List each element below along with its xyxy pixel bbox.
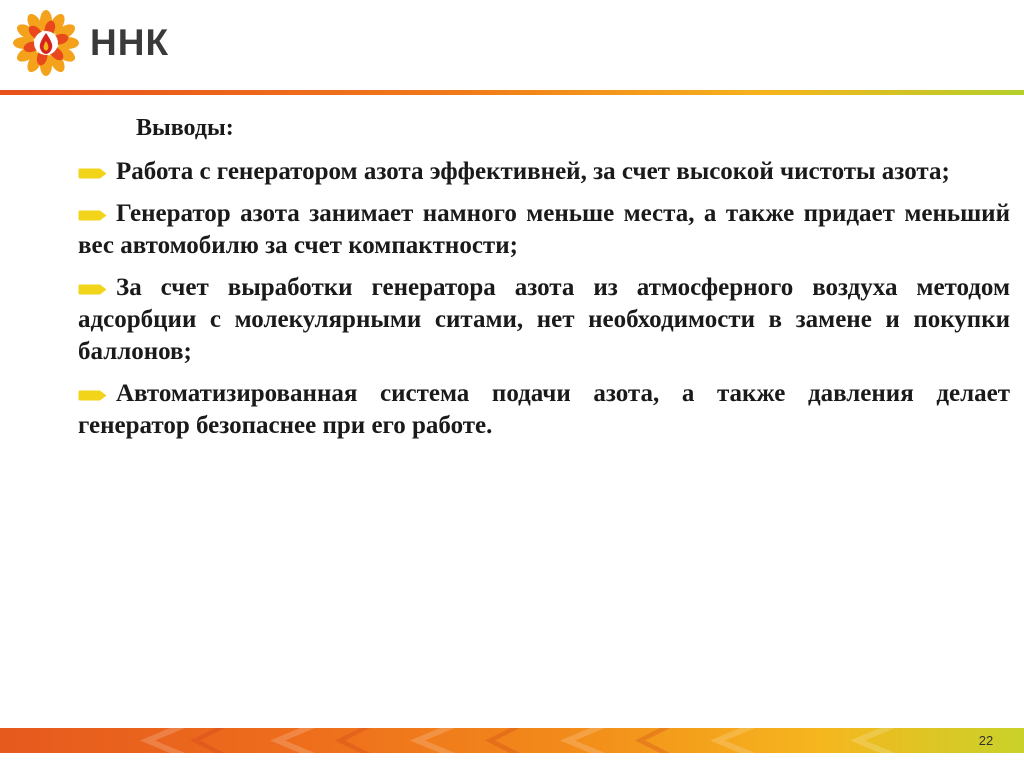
list-item <box>78 198 1010 262</box>
header-divider <box>0 90 1024 95</box>
list-item-text: Автоматизированная система подачи азота, а также давления делает генератор безопаснее при его работе. <box>78 380 1010 439</box>
list-item <box>78 272 1010 368</box>
yellow-tag-bullet-icon <box>78 167 108 180</box>
yellow-tag-bullet-icon <box>78 283 108 296</box>
company-logo <box>12 8 169 78</box>
logo-text: ННК <box>90 22 170 63</box>
yellow-tag-bullet-icon <box>78 389 108 402</box>
chevron-pattern-decoration <box>0 728 1024 753</box>
sun-flame-logo-icon <box>12 9 80 77</box>
list-item-text: Генератор азота занимает намного меньше места, а также придает меньший вес автомобилю за счет компактности; <box>78 200 1010 259</box>
list-item-text: Работа с генератором азота эффективней, за счет высокой чистоты азота; <box>116 158 950 185</box>
list-item <box>78 156 1010 188</box>
list-item <box>78 378 1010 442</box>
list-item-text: За счет выработки генератора азота из атмосферного воздуха методом адсорбции с молекулярными ситами, нет необходимости в замене и покупки баллонов; <box>78 274 1010 365</box>
page-number: 22 <box>978 733 994 748</box>
slide-content <box>78 112 1010 452</box>
yellow-tag-bullet-icon <box>78 209 108 222</box>
conclusions-heading: Выводы: <box>136 115 234 141</box>
footer-band <box>0 728 1024 753</box>
